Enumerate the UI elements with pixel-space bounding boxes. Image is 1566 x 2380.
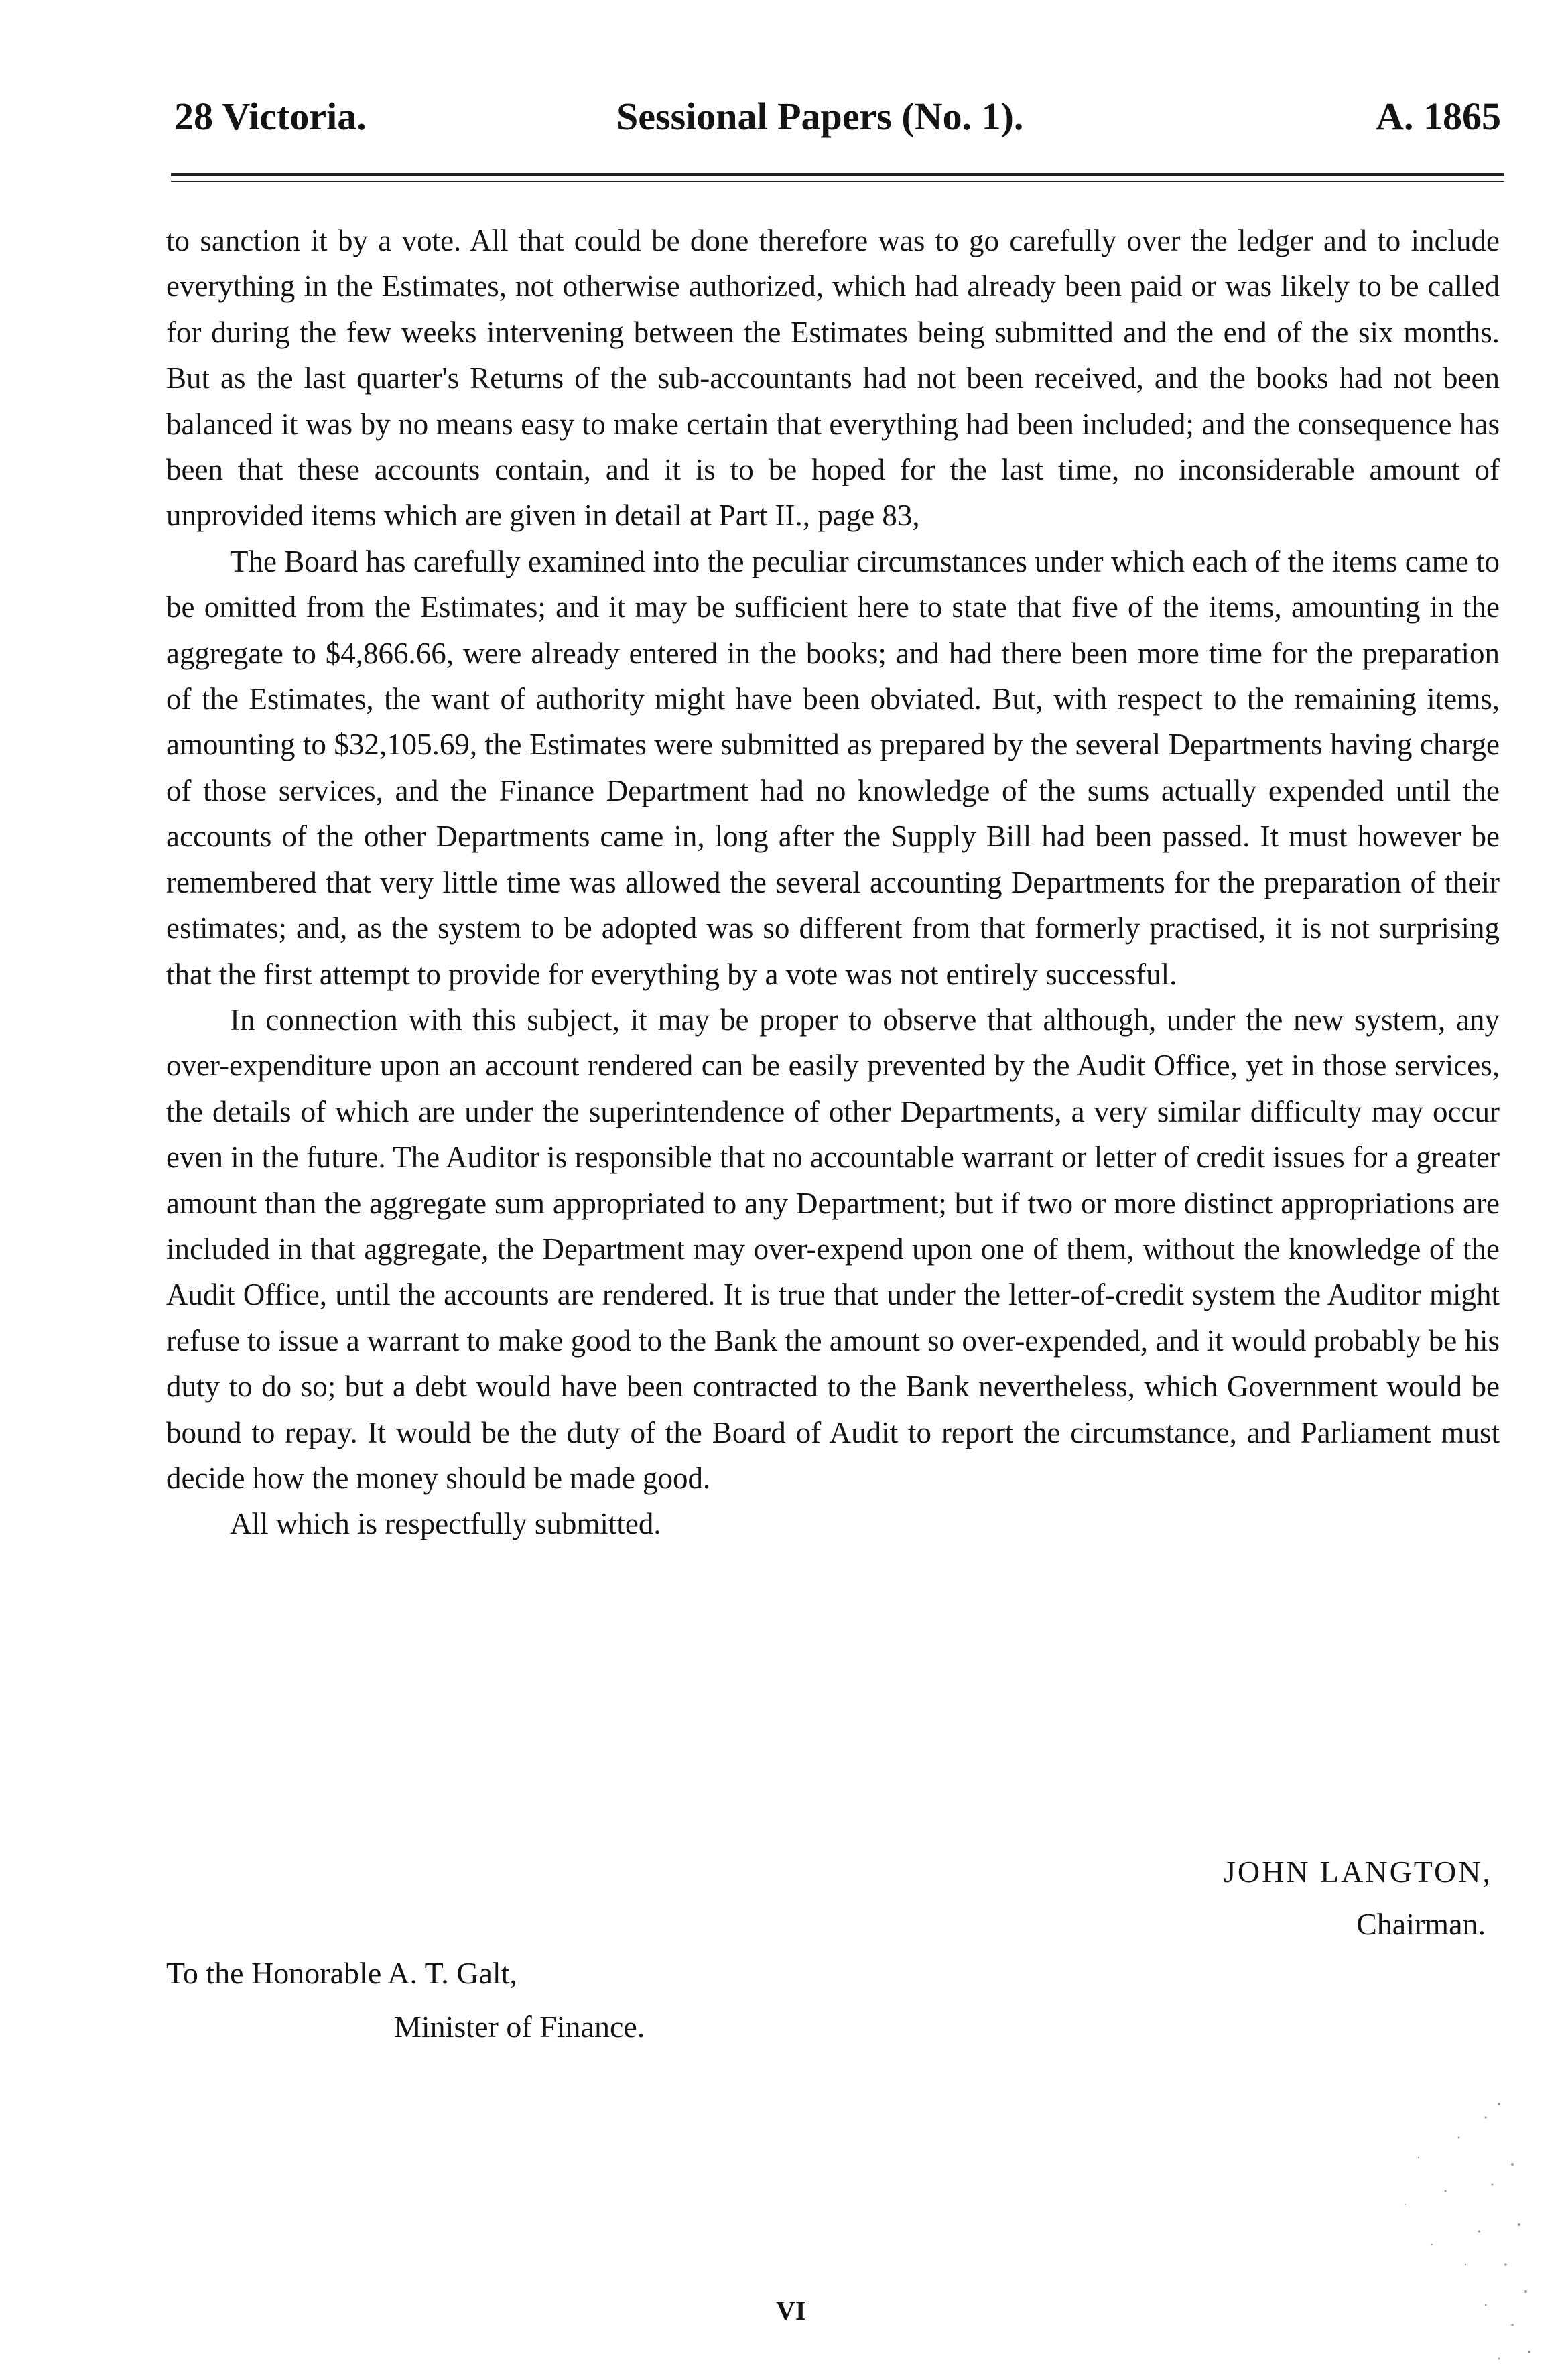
scan-noise-speckle — [1285, 2091, 1539, 2372]
paragraph-board-examination: The Board has carefully examined into the peculiar circumstances under which each of the items came to be omitted from the Estimates; and it may be sufficient here to state that five of the items, amounting in the aggregate to $4,866.66, were already entered in the books; and had there been more time for the preparation of the Estimates, the want of authority might have been obviated. But, with respect to the remaining items, amounting to $32,105.69, the Estimates were submitted as prepared by the several Departments having charge of those services, and the Finance Department had no knowledge of the sums actually expended until the accounts of the other Departments came in, long after the Supply Bill had been passed. It must however be remembered that very little time was allowed the several accounting Departments for the preparation of their estimates; and, as the system to be adopted was so different from that formerly practised, it is not surprising that the first attempt to provide for everything by a vote was not entirely successful. — [166, 544, 1500, 991]
header-year: A. 1865 — [1376, 94, 1501, 138]
paragraph-closing: All which is respectfully submitted. — [230, 1507, 661, 1541]
report-body — [166, 218, 1500, 1547]
signatory-name: JOHN LANGTON, — [1223, 1855, 1492, 1889]
addressee-office: Minister of Finance. — [394, 2009, 645, 2044]
signature-block — [1224, 1846, 1492, 1951]
header-rule-thin — [171, 181, 1504, 182]
page-number: VI — [776, 2296, 806, 2326]
addressee-block — [166, 1946, 645, 2054]
signatory-title: Chairman. — [1356, 1907, 1486, 1941]
header-rule-thick — [171, 173, 1504, 176]
addressee-name: To the Honorable A. T. Galt, — [166, 1956, 517, 1990]
header-session: 28 Victoria. — [174, 94, 367, 138]
running-header — [174, 94, 1501, 154]
paragraph-over-expenditure: In connection with this subject, it may be proper to observe that although, under the new system, any over-expenditure upon an account rendered can be easily prevented by the Audit Office, yet in those services, the details of which are under the superintendence of other Departments, a very similar difficulty may occur even in the future. The Auditor is responsible that no accountable warrant or letter of credit issues for a greater amount than the aggregate sum appropriated to any Department; but if two or more distinct appropriations are included in that aggregate, the Department may over-expend upon one of them, without the knowledge of the Audit Office, until the accounts are rendered. It is true that under the letter-of-credit system the Auditor might refuse to issue a warrant to make good to the Bank the amount so over-expended, and it would probably be his duty to do so; but a debt would have been contracted to the Bank nevertheless, which Government would be bound to repay. It would be the duty of the Board of Audit to report the circumstance, and Parliament must decide how the money should be made good. — [166, 1002, 1500, 1495]
paragraph-continuation: to sanction it by a vote. All that could be done therefore was to go carefully over the ledger and to include everything in the Estimates, not otherwise authorized, which had already been paid or was likely to be called for during the few weeks intervening between the Estimates being submitted and the end of the six months. But as the last quarter's Returns of the sub-accountants had not been received, and the books had not been balanced it was by no means easy to make certain that everything had been included; and the consequence has been that these accounts contain, and it is to be hoped for the last time, no inconsiderable amount of unprovided items which are given in detail at Part II., page 83, — [166, 224, 1500, 533]
header-title: Sessional Papers (No. 1). — [616, 94, 1024, 138]
